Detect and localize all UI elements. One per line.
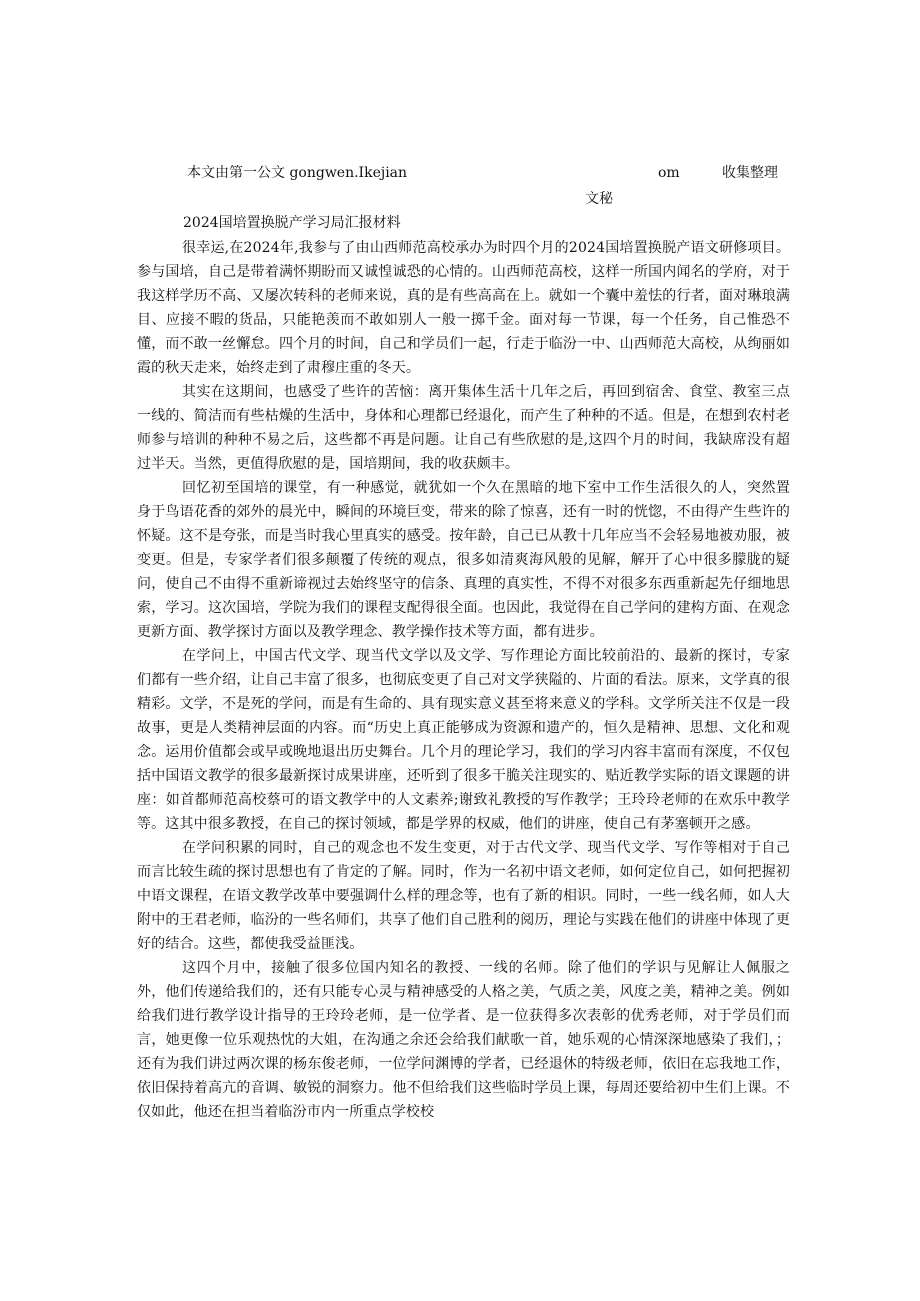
paragraph: 在学问积累的同时，自己的观念也不发生变更，对于古代文学、现当代文学、写作等相对于自己而言比较生疏的探讨思想也有了肯定的了解。同时，作为一名初中语文老师，如何定位自己，如何把握初中语文课程，在语文教学改革中要强调什么样的理念等，也有了新的相识。同时，一些一线名师，如人大附中的王君老师，临汾的一些名师们，共享了他们自己胜利的阅历，理论与实践在他们的讲座中体现了更好的结合。这些，都使我受益匪浅。 xyxy=(137,840,790,952)
category-note: 文秘 xyxy=(585,191,613,207)
paragraph: 回忆初至国培的课堂，有一种感觉，就犹如一个久在黑暗的地下室中工作生活很久的人，突然置身于鸟语花香的郊外的晨光中，瞬间的环境巨变，带来的除了惊喜，还有一时的恍惚，不由得产生些许的怀疑。这不是夸张，而是当时我心里真实的感受。按年龄，自己已从教十几年应当不会轻易地被劝服，被变更。但是，专家学者们很多颠覆了传统的观点，很多如清爽海风般的见解，解开了心中很多朦胧的疑问，使自己不由得不重新谛视过去始终坚守的信条、真理的真实性，不得不对很多东西重新起先仔细地思索，学习。这次国培，学院为我们的课程支配得很全面。也因此，我觉得在自己学问的建构方面、在观念更新方面、教学探讨方面以及教学理念、教学操作技术等方面，都有进步。 xyxy=(137,480,790,640)
source-note-suffix: om xyxy=(658,165,680,181)
collected-note: 收集整理 xyxy=(722,165,778,181)
document-body xyxy=(137,236,790,1124)
source-note: 本文由第一公文 gongwen.Ikejian xyxy=(187,165,408,181)
paragraph: 这四个月中，接触了很多位国内知名的教授、一线的名师。除了他们的学识与见解让人佩服之外，他们传递给我们的，还有只能专心灵与精神感受的人格之美，气质之美，风度之美，精神之美。例如给我们进行教学设计指导的王玲玲老师，是一位学者、是一位获得多次表彰的优秀老师，对于学员们而言，她更像一位乐观热忱的大姐，在沟通之余还会给我们献歌一首，她乐观的心情深深地感染了我们，；还有为我们讲过两次课的杨东俊老师，一位学问渊博的学者，已经退休的特级老师，依旧在忘我地工作，依旧保持着高亢的音调、敏锐的洞察力。他不但给我们这些临时学员上课，每周还要给初中生们上课。不仅如此，他还在担当着临汾市内一所重点学校校 xyxy=(137,960,790,1120)
document-title: 2024国培置换脱产学习局汇报材料 xyxy=(183,215,401,231)
paragraph: 在学问上，中国古代文学、现当代文学以及文学、写作理论方面比较前沿的、最新的探讨，专家们都有一些介绍，让自己丰富了很多，也彻底变更了自己对文学狭隘的、片面的看法。原来，文学真的很精彩。文学，不是死的学问，而是有生命的、具有现实意义甚至将来意义的学科。文学所关注不仅是一段故事，更是人类精神层面的内容。而“历史上真正能够成为资源和遗产的，恒久是精神、思想、文化和观念。运用价值都会或早或晚地退出历史舞台。几个月的理论学习，我们的学习内容丰富而有深度，不仅包括中国语文教学的很多最新探讨成果讲座，还听到了很多干脆关注现实的、贴近教学实际的语文课题的讲座：如首都师范高校蔡可的语文教学中的人文素养;谢致礼教授的写作教学；王玲玲老师的在欢乐中教学等。这其中很多教授，在自己的探讨领域，都是学界的权威，他们的讲座，使自己有茅塞顿开之感。 xyxy=(137,648,790,832)
paragraph: 很幸运,在2024年,我参与了由山西师范高校承办为时四个月的2024国培置换脱产语文研修项目。参与国培，自己是带着满怀期盼而又诚惶诚恐的心情的。山西师范高校，这样一所国内闻名的学府，对于我这样学历不高、又屡次转科的老师来说，真的是有些高高在上。就如一个囊中羞怯的行者，面对琳琅满目、应接不暇的货品，只能艳羡而不敢如别人一般一掷千金。面对每一节课，每一个任务，自己惟恐不懂，而不敢一丝懈怠。四个月的时间，自己和学员们一起，行走于临汾一中、山西师范大高校，从绚丽如霞的秋天走来，始终走到了肃穆庄重的冬天。 xyxy=(137,240,790,376)
paragraph: 其实在这期间，也感受了些许的苦恼：离开集体生活十几年之后，再回到宿舍、食堂、教室三点一线的、简洁而有些枯燥的生活中，身体和心理都已经退化，而产生了种种的不适。但是，在想到农村老师参与培训的种种不易之后，这些都不再是问题。让自己有些欣慰的是,这四个月的时间，我缺席没有超过半天。当然，更值得欣慰的是，国培期间，我的收获颇丰。 xyxy=(137,384,790,472)
